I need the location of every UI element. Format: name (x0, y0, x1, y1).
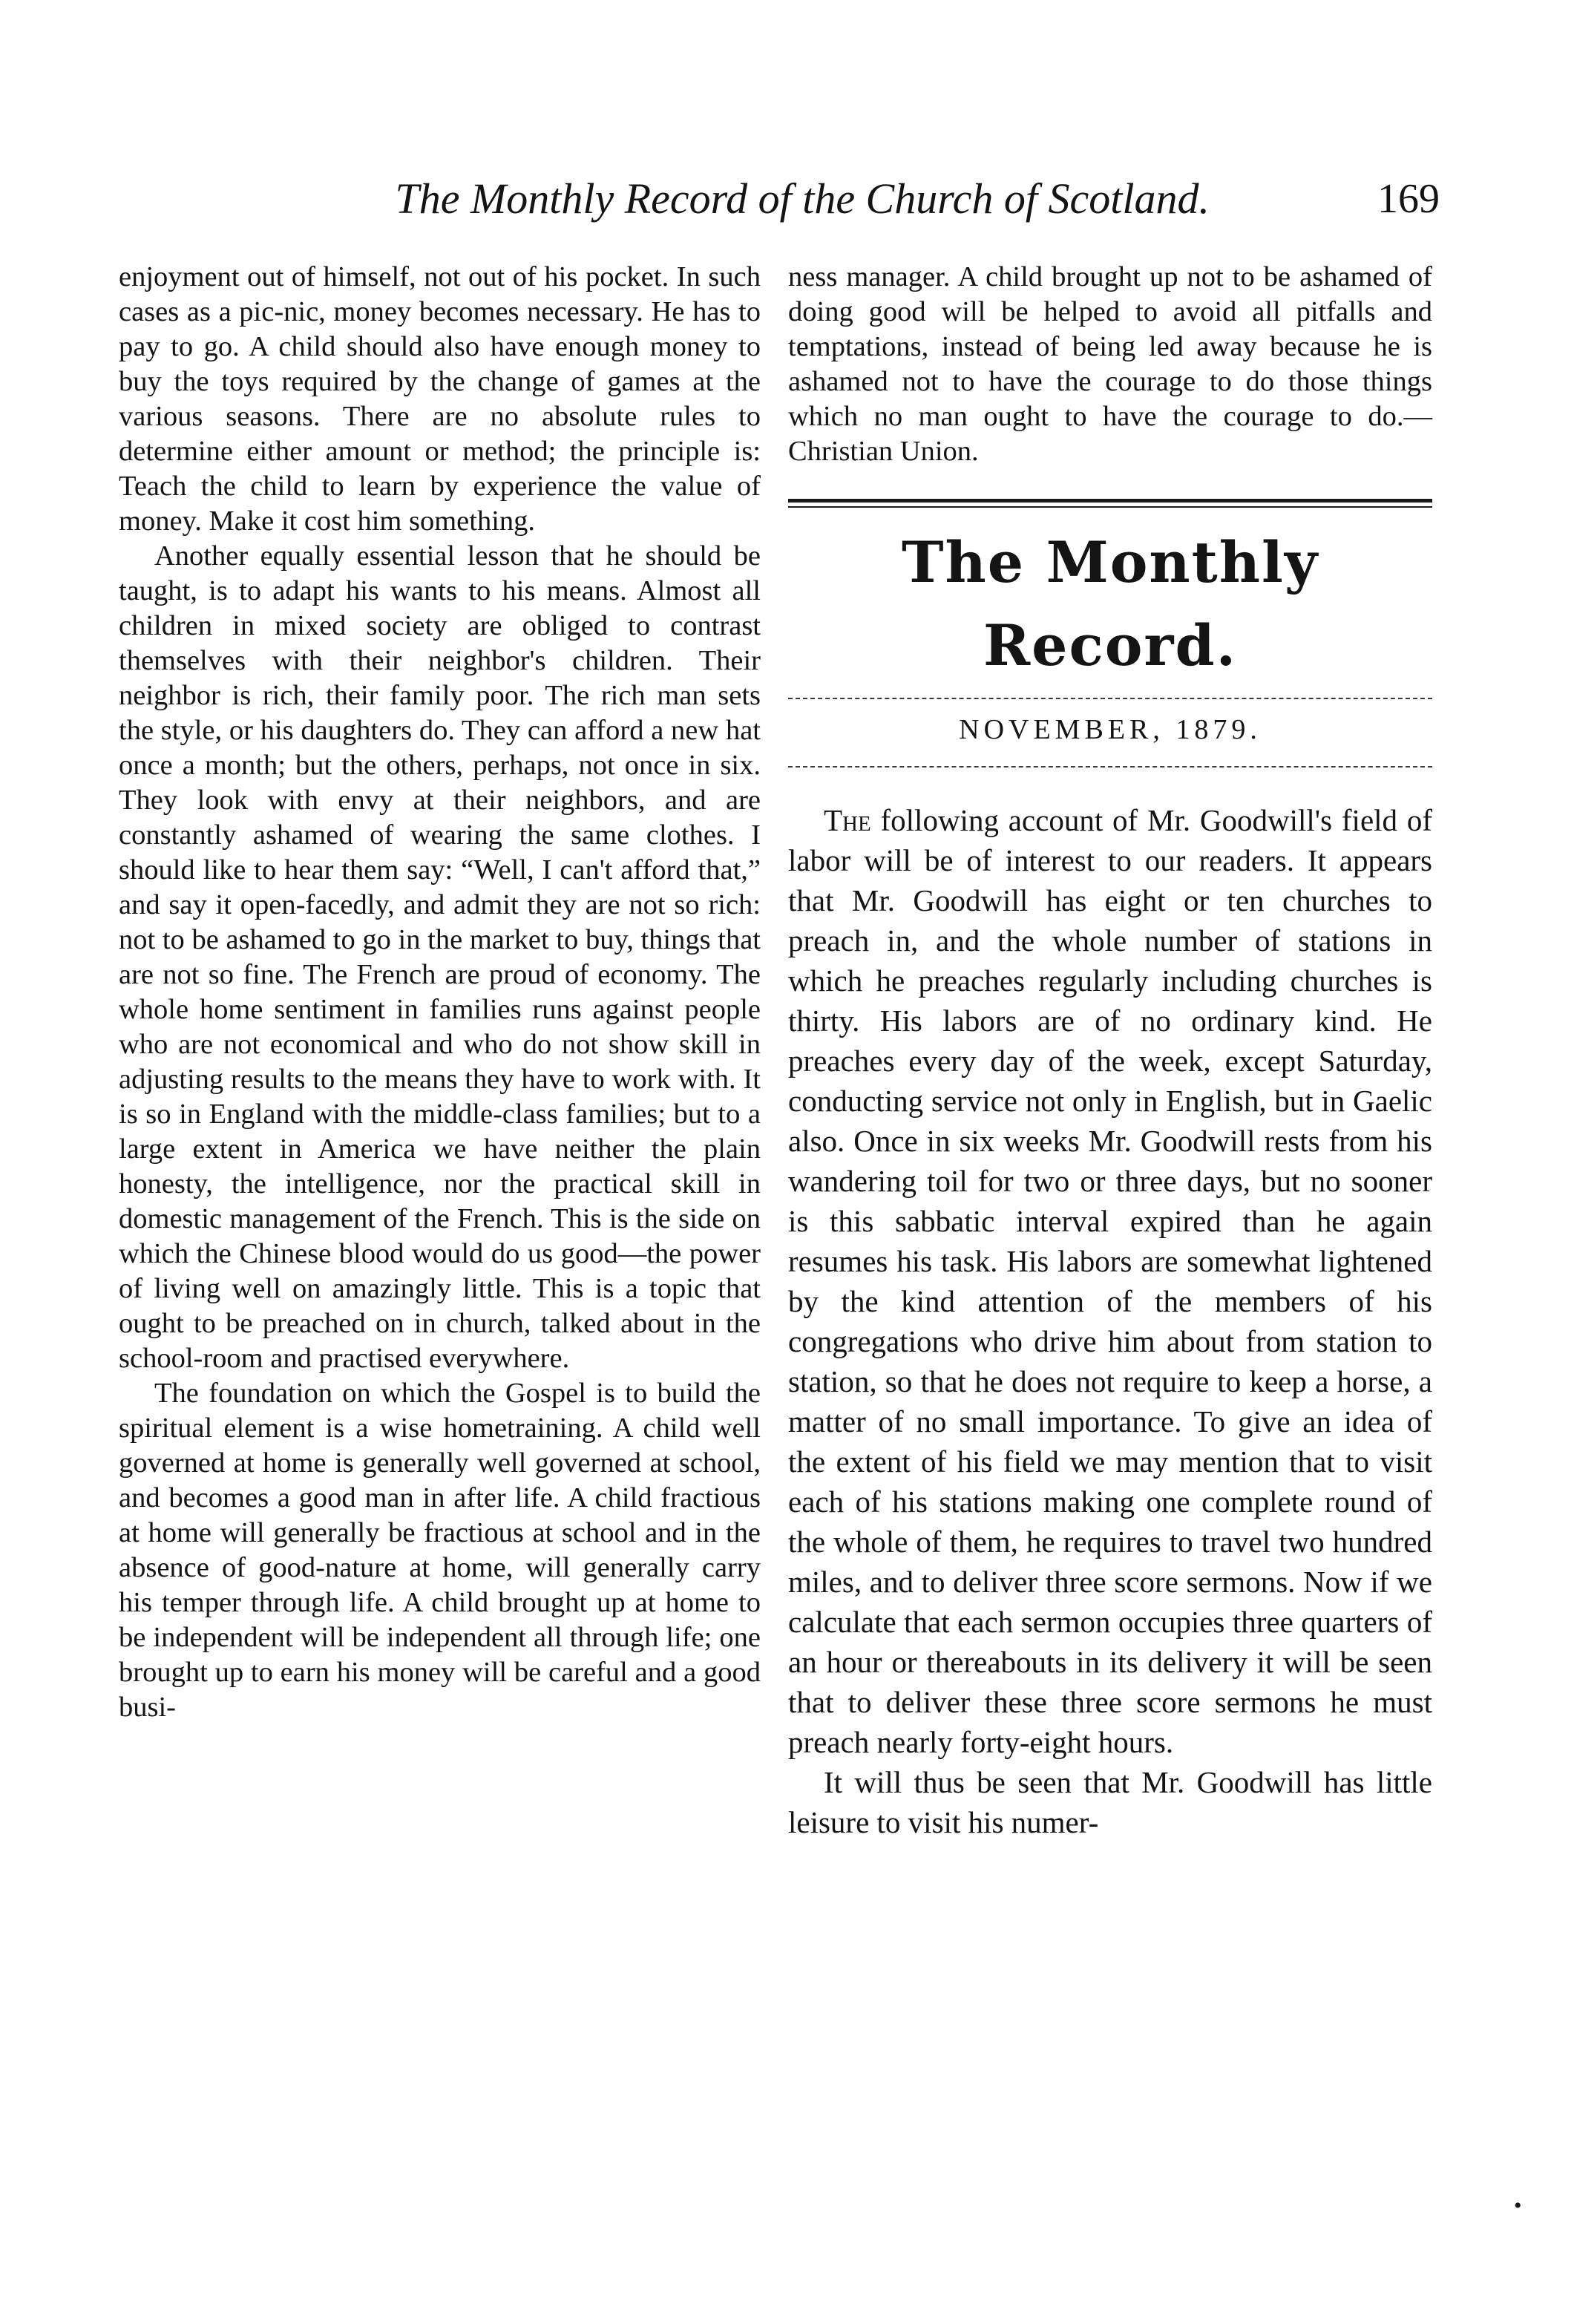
page-mark-icon: • (1514, 2193, 1522, 2218)
masthead-title: The Monthly Record. (901, 529, 1319, 678)
article-paragraph (788, 800, 1432, 1762)
lead-word: The (824, 803, 871, 837)
running-title: The Monthly Record of the Church of Scotland. (395, 174, 1210, 223)
article-body (788, 800, 1432, 1842)
left-column (119, 260, 761, 1725)
running-header (297, 169, 1440, 229)
divider-rule (788, 698, 1432, 699)
article-paragraph: It will thus be seen that Mr. Goodwill has little leisure to visit his numer- (788, 1765, 1432, 1839)
page-number: 169 (1377, 176, 1440, 222)
paragraph: The foundation on which the Gospel is to build the spiritual element is a wise hometraining. A child well governed at home is generally well governed at school, and becomes a good man in after life. A child fractious at home will generally be fractious at school and in the absence of good-nature at home, will generally carry his temper through life. A child brought up at home to be independent will be independent all through life; one brought up to earn his money will be careful and a good busi- (119, 1378, 761, 1723)
right-column (788, 260, 1432, 1842)
issue-date: NOVEMBER, 1879. (959, 714, 1262, 745)
divider-rule (788, 506, 1432, 508)
paragraph: Another equally essential lesson that he should be taught, is to adapt his wants to his means. Almost all children in mixed society are obliged to contrast themselves with their neighbor's children. Their neighbor is rich, their family poor. The rich man sets the style, or his daughters do. They can afford a new hat once a month; but the others, perhaps, not once in six. They look with envy at their neighbors, and are constantly ashamed of wearing the same clothes. I should like to hear them say: “Well, I can't afford that,” and say it open-facedly, and admit they are not so rich: not to be ashamed to go in the market to buy, things that are not so fine. The French are proud of economy. The whole home sentiment in families runs against people who are not economical and who do not show skill in adjusting results to the means they have to work with. It is so in England with the middle-class families; but to a large extent in America we have neither the plain honesty, the intelligence, nor the practical skill in domestic management of the French. This is the side on which the Chinese blood would do us good—the power of living well on amazingly little. This is a topic that ought to be preached on in church, talked about in the school-room and practised everywhere. (119, 540, 761, 1374)
divider-rule (788, 499, 1432, 503)
paragraph: enjoyment out of himself, not out of his pocket. In such cases as a pic-nic, money becomes necessary. He has to pay to go. A child should also have enough money to buy the toys required by the change of games at the various seasons. There are no absolute rules to determine either amount or method; the principle is: Teach the child to learn by experience the value of money. Make it cost him something. (119, 261, 761, 537)
divider-rule (788, 766, 1432, 767)
article-text: following account of Mr. Goodwill's field of labor will be of interest to our readers. It appears that Mr. Goodwill has eight or ten churches to preach in, and the whole number of stations in which he preaches regularly including churches is thirty. His labors are of no ordinary kind. He preaches every day of the week, except Saturday, conducting service not only in English, but in Gaelic also. Once in six weeks Mr. Goodwill rests from his wandering toil for two or three days, but no sooner is this sabbatic interval expired than he again resumes his task. His labors are somewhat lightened by the kind attention of the members of his congregations who drive him about from station to station, so that he does not require to keep a horse, a matter of no small importance. To give an idea of the extent of his field we may mention that to visit each of his stations making one complete round of the whole of them, he requires to travel two hundred miles, and to deliver three score sermons. Now if we calculate that each sermon occupies three quarters of an hour or thereabouts in its delivery it will be seen that to deliver these three score sermons he must preach nearly forty-eight hours. (788, 803, 1432, 1759)
continued-paragraph: ness manager. A child brought up not to be ashamed of doing good will be helped to avoid all pitfalls and temptations, instead of being led away because he is ashamed not to have the courage to do those things which no man ought to have the courage to do.—Christian Union. (788, 261, 1432, 467)
